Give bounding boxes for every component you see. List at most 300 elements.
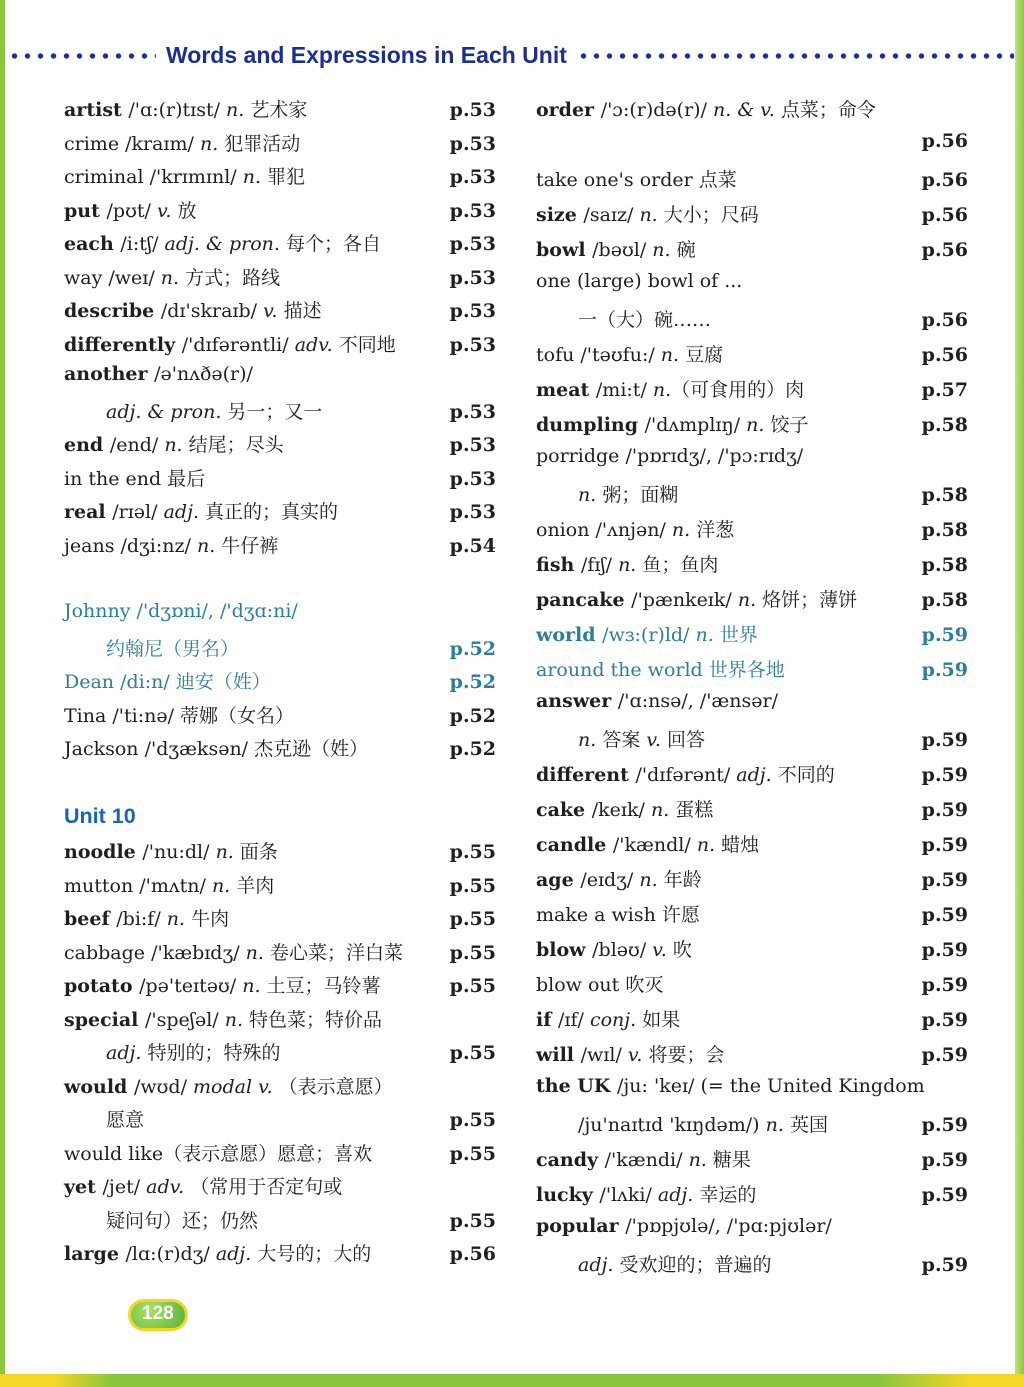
text-segment: fish bbox=[536, 554, 581, 576]
left-column bbox=[64, 95, 496, 1285]
text-segment: n. bbox=[224, 1008, 250, 1031]
text-segment: Johnny /'dʒɒni/, /'dʒɑ:ni/ bbox=[64, 600, 298, 622]
text-segment: /'lʌki/ bbox=[599, 1184, 658, 1206]
page-ref: p.54 bbox=[449, 534, 496, 557]
text-segment: 将要；会 bbox=[648, 1044, 725, 1066]
text-segment: 羊肉 bbox=[236, 874, 275, 897]
entry-row bbox=[64, 837, 496, 871]
entry-text bbox=[64, 1239, 442, 1266]
text-segment: /'dɪfərəntli/ bbox=[181, 333, 295, 356]
page-ref: p.56 bbox=[921, 309, 968, 331]
entry-text bbox=[536, 760, 914, 787]
text-segment: lucky bbox=[536, 1184, 600, 1206]
entry-text bbox=[64, 531, 442, 558]
text-segment: n. bbox=[639, 204, 664, 226]
text-segment: world bbox=[536, 624, 603, 646]
entry-row bbox=[536, 760, 968, 795]
text-segment: （表示意愿） bbox=[278, 1075, 393, 1098]
text-segment: way /weɪ/ bbox=[64, 266, 161, 289]
entry-text bbox=[536, 1215, 960, 1237]
entry-text bbox=[64, 1105, 442, 1132]
text-segment: n. bbox=[211, 874, 237, 897]
text-segment: put bbox=[64, 199, 107, 222]
text-segment: n. bbox=[160, 266, 186, 289]
entry-row bbox=[64, 1005, 496, 1039]
entry-row bbox=[64, 634, 496, 668]
text-segment: 牛肉 bbox=[191, 908, 230, 930]
text-segment: 大小；尺码 bbox=[663, 204, 759, 226]
text-segment: /i:tʃ/ bbox=[120, 233, 165, 255]
entry-text bbox=[64, 600, 488, 622]
entry-row bbox=[64, 667, 496, 701]
entry-text bbox=[536, 830, 914, 857]
text-segment: /bəʊl/ bbox=[592, 239, 653, 261]
page-ref: p.53 bbox=[449, 132, 496, 155]
text-segment: adj. bbox=[106, 1042, 148, 1064]
page-ref: p.58 bbox=[921, 414, 968, 436]
text-segment: porridge /'pɒrɪdʒ/, /'pɔ:rɪdʒ/ bbox=[536, 445, 804, 467]
text-segment: if bbox=[536, 1009, 559, 1031]
page-ref: p.55 bbox=[449, 941, 496, 964]
text-segment: /ə'nʌðə(r)/ bbox=[154, 363, 253, 385]
entry-text bbox=[64, 1038, 442, 1065]
entry-text bbox=[536, 410, 914, 437]
text-segment: 烙饼；薄饼 bbox=[762, 589, 858, 611]
page-edge-right bbox=[1015, 0, 1024, 1387]
entry-text bbox=[536, 1250, 914, 1277]
text-segment: 另一；又一 bbox=[227, 400, 323, 423]
text-segment: adj. bbox=[736, 764, 778, 786]
text-segment: each bbox=[64, 233, 121, 255]
word-list bbox=[0, 95, 1024, 1285]
text-segment: /rɪəl/ bbox=[112, 501, 164, 523]
text-segment: 描述 bbox=[283, 300, 322, 322]
text-segment: 牛仔裤 bbox=[221, 534, 279, 557]
entry-row bbox=[536, 1180, 968, 1215]
entry-row bbox=[64, 430, 496, 464]
entry-text bbox=[64, 634, 442, 661]
entry-row bbox=[64, 464, 496, 498]
text-segment: n. bbox=[650, 799, 676, 821]
page-ref: p.59 bbox=[921, 1149, 968, 1171]
page-ref: p.58 bbox=[921, 484, 968, 506]
text-segment: 不同地 bbox=[338, 333, 396, 356]
text-segment: n. bbox=[578, 484, 603, 506]
page-ref: p.56 bbox=[921, 239, 968, 261]
text-segment: cake bbox=[536, 799, 592, 821]
text-segment: /wɜ:(r)ld/ bbox=[602, 624, 696, 646]
page-ref: p.56 bbox=[921, 344, 968, 366]
unit-heading bbox=[64, 804, 496, 838]
entry-row bbox=[64, 162, 496, 196]
entry-row bbox=[536, 970, 968, 1005]
text-segment: /pʊt/ bbox=[106, 199, 157, 222]
page-ref: p.58 bbox=[921, 554, 968, 576]
page-ref: p.57 bbox=[921, 379, 968, 401]
header bbox=[0, 0, 1024, 69]
text-segment: adv. bbox=[146, 1176, 191, 1198]
entry-text bbox=[536, 375, 914, 402]
entry-row bbox=[536, 1005, 968, 1040]
entry-row bbox=[64, 330, 496, 364]
page-ref: p.59 bbox=[921, 1044, 968, 1066]
page-ref: p.59 bbox=[921, 764, 968, 786]
text-segment: one (large) bowl of ... bbox=[536, 270, 743, 292]
entry-row bbox=[536, 830, 968, 865]
entry-text bbox=[536, 585, 914, 612]
entry-row bbox=[536, 935, 968, 970]
text-segment: /'dɪfərənt/ bbox=[635, 764, 737, 786]
entry-row bbox=[536, 165, 968, 200]
text-segment: /ɪf/ bbox=[558, 1009, 590, 1031]
text-segment: 卷心菜；洋白菜 bbox=[269, 941, 403, 964]
text-segment: adj. & pron. bbox=[106, 400, 228, 423]
text-segment: 面条 bbox=[239, 841, 278, 863]
page-ref: p.53 bbox=[449, 233, 496, 255]
text-segment: 真正的；真实的 bbox=[205, 501, 339, 523]
page-ref: p.55 bbox=[449, 1209, 496, 1232]
text-segment: 不同的 bbox=[777, 764, 835, 786]
entry-row bbox=[536, 200, 968, 235]
text-segment: n. bbox=[164, 434, 189, 456]
text-segment: would bbox=[64, 1075, 134, 1098]
text-segment: /wɪl/ bbox=[580, 1044, 628, 1066]
page-edge-bottom bbox=[0, 1374, 1024, 1387]
text-segment: adj. bbox=[163, 501, 206, 523]
entry-row bbox=[536, 1145, 968, 1180]
text-segment: n. bbox=[242, 975, 267, 997]
entry-row bbox=[536, 725, 968, 760]
entry-text bbox=[64, 95, 442, 122]
page-ref: p.53 bbox=[449, 266, 496, 289]
text-segment: candle bbox=[536, 834, 613, 856]
page-ref: p.55 bbox=[449, 908, 496, 930]
text-segment: take one's order 点菜 bbox=[536, 169, 737, 191]
page-ref: p.59 bbox=[921, 869, 968, 891]
text-segment: pancake bbox=[536, 589, 632, 611]
text-segment: Tina /'ti:nə/ 蒂娜（女名） bbox=[64, 704, 295, 727]
text-segment: 特色菜；特价品 bbox=[249, 1008, 383, 1031]
text-segment: v. bbox=[646, 729, 667, 751]
text-segment: 如果 bbox=[642, 1009, 681, 1031]
text-segment: /'speʃəl/ bbox=[145, 1008, 225, 1031]
text-segment: modal v. bbox=[193, 1075, 279, 1098]
entry-text bbox=[64, 363, 488, 385]
entry-row bbox=[536, 340, 968, 375]
entry-row bbox=[64, 497, 496, 531]
text-segment: 糖果 bbox=[712, 1149, 751, 1171]
text-segment: 约翰尼（男名） bbox=[106, 637, 240, 660]
text-segment: n. bbox=[671, 519, 697, 541]
entry-text bbox=[64, 1005, 488, 1032]
text-segment: n. bbox=[578, 729, 603, 751]
entry-text bbox=[536, 1005, 914, 1032]
text-segment: potato bbox=[64, 975, 140, 997]
entry-text bbox=[536, 1180, 914, 1207]
text-segment: adj. bbox=[215, 1243, 258, 1265]
text-segment: /'kændl/ bbox=[612, 834, 697, 856]
text-segment: in the end 最后 bbox=[64, 467, 206, 490]
entry-text bbox=[536, 900, 914, 927]
entry-text bbox=[64, 871, 442, 898]
dotted-rule-left-icon bbox=[8, 50, 156, 62]
entry-row bbox=[536, 1250, 968, 1285]
text-segment: adj. bbox=[657, 1184, 700, 1206]
page-ref: p.53 bbox=[449, 99, 496, 121]
page-ref: p.59 bbox=[921, 1184, 968, 1206]
entry-row bbox=[64, 1206, 496, 1240]
text-segment: 罪犯 bbox=[267, 166, 306, 188]
text-segment: mutton /'mʌtn/ bbox=[64, 874, 212, 897]
text-segment: /wʊd/ bbox=[133, 1075, 194, 1098]
page-ref: p.59 bbox=[921, 1009, 968, 1031]
text-segment: blow out 吹灭 bbox=[536, 974, 664, 996]
entry-row bbox=[64, 701, 496, 735]
entry-text bbox=[64, 196, 442, 223]
text-segment: 愿意 bbox=[106, 1109, 145, 1131]
text-segment: /pə'teɪtəʊ/ bbox=[139, 975, 243, 997]
entry-text bbox=[64, 938, 442, 965]
entry-row bbox=[536, 550, 968, 585]
page-ref: p.55 bbox=[449, 1142, 496, 1165]
text-segment: describe bbox=[64, 300, 161, 322]
page-ref: p.59 bbox=[921, 939, 968, 961]
entry-text bbox=[64, 229, 442, 256]
page-ref: p.59 bbox=[921, 1254, 968, 1276]
page-ref: p.55 bbox=[449, 874, 496, 897]
page-ref: p.59 bbox=[921, 1114, 968, 1136]
entry-text bbox=[64, 397, 442, 424]
text-segment: make a wish 许愿 bbox=[536, 904, 700, 926]
entry-row bbox=[64, 1105, 496, 1139]
text-segment: Jackson /'dʒæksən/ 杰克逊（姓） bbox=[64, 738, 369, 760]
text-segment: cabbage /'kæbɪdʒ/ bbox=[64, 941, 246, 964]
text-segment: 豆腐 bbox=[685, 344, 724, 366]
text-segment: meat bbox=[536, 379, 596, 401]
entry-row bbox=[64, 1038, 496, 1072]
entry-text bbox=[536, 445, 960, 467]
text-segment: 放 bbox=[177, 199, 197, 222]
text-segment: adj. & pron. bbox=[164, 233, 286, 255]
entry-text bbox=[536, 1110, 914, 1137]
text-segment: /dɪ'skraɪb/ bbox=[160, 300, 264, 322]
text-segment: n. bbox=[618, 554, 643, 576]
entry-row bbox=[64, 196, 496, 230]
entry-row bbox=[64, 1172, 496, 1206]
entry-row bbox=[536, 270, 968, 305]
text-segment: answer bbox=[536, 690, 618, 712]
text-segment: end bbox=[64, 434, 110, 456]
entry-row bbox=[536, 585, 968, 620]
page-ref: p.53 bbox=[449, 467, 496, 490]
entry-row bbox=[536, 480, 968, 515]
entry-row bbox=[64, 1139, 496, 1173]
text-segment: （常用于否定句或 bbox=[190, 1176, 343, 1198]
text-segment: /bi:f/ bbox=[116, 908, 167, 930]
entry-row bbox=[536, 410, 968, 445]
text-segment: n. bbox=[199, 132, 225, 155]
text-segment: yet bbox=[64, 1176, 103, 1198]
entry-row bbox=[536, 1040, 968, 1075]
text-segment: another bbox=[64, 363, 155, 385]
text-segment: n. bbox=[245, 941, 270, 964]
text-segment: /'nu:dl/ bbox=[142, 841, 216, 863]
page-ref: p.53 bbox=[449, 199, 496, 222]
entry-row bbox=[64, 938, 496, 972]
entry-text bbox=[536, 200, 914, 227]
text-segment: popular bbox=[536, 1215, 626, 1237]
entry-row bbox=[536, 620, 968, 655]
text-segment: 答案 bbox=[602, 729, 647, 751]
entry-text bbox=[536, 865, 914, 892]
text-segment: 幸运的 bbox=[699, 1184, 757, 1206]
entry-text bbox=[64, 430, 442, 457]
entry-text bbox=[536, 480, 914, 507]
entry-text bbox=[64, 1072, 488, 1099]
text-segment: artist bbox=[64, 99, 129, 121]
entry-row bbox=[64, 531, 496, 565]
page-ref: p.56 bbox=[921, 169, 968, 191]
text-segment: 饺子 bbox=[770, 414, 809, 436]
text-segment: 碗 bbox=[676, 239, 696, 261]
entry-text bbox=[64, 497, 442, 524]
entry-text bbox=[536, 970, 914, 997]
entry-row bbox=[64, 229, 496, 263]
page-number-badge: 128 bbox=[128, 1299, 188, 1331]
entry-row bbox=[64, 600, 496, 634]
page-ref: p.52 bbox=[449, 637, 496, 660]
entry-text bbox=[64, 464, 442, 491]
text-segment: 年龄 bbox=[663, 869, 702, 891]
text-segment: n. bbox=[226, 99, 251, 121]
entry-row bbox=[536, 655, 968, 690]
text-segment: Dean /di:n/ 迪安（姓） bbox=[64, 671, 271, 693]
text-segment: n. bbox=[737, 589, 763, 611]
text-segment: n. bbox=[688, 1149, 713, 1171]
entry-row bbox=[536, 445, 968, 480]
page-ref: p.52 bbox=[449, 671, 496, 693]
text-segment: 每个；各自 bbox=[285, 233, 381, 255]
text-segment: n. bbox=[765, 1114, 790, 1136]
entry-text bbox=[64, 296, 442, 323]
text-segment: large bbox=[64, 1243, 126, 1265]
page-ref: p.55 bbox=[449, 1109, 496, 1131]
text-segment: 艺术家 bbox=[250, 99, 308, 121]
page-ref: p.56 bbox=[921, 130, 968, 152]
text-segment: n. bbox=[746, 414, 771, 436]
right-column bbox=[536, 95, 968, 1285]
text-segment: /'dʌmplɪŋ/ bbox=[644, 414, 747, 436]
entry-text bbox=[64, 1139, 442, 1166]
entry-text bbox=[64, 129, 442, 156]
entry-text bbox=[536, 305, 914, 332]
entry-text bbox=[64, 904, 442, 931]
entry-row bbox=[536, 375, 968, 410]
entry-text bbox=[536, 550, 914, 577]
entry-text bbox=[536, 690, 960, 712]
entry-row bbox=[64, 129, 496, 163]
page-ref: p.56 bbox=[921, 204, 968, 226]
text-segment: different bbox=[536, 764, 636, 786]
text-segment: /ju'naɪtɪd 'kɪŋdəm/) bbox=[578, 1114, 766, 1136]
text-segment: 鱼；鱼肉 bbox=[642, 554, 719, 576]
page-title: Words and Expressions in Each Unit bbox=[166, 42, 567, 68]
text-segment: 吹 bbox=[672, 939, 692, 961]
entry-row bbox=[536, 95, 968, 130]
text-segment: 洋葱 bbox=[696, 519, 735, 541]
entry-text bbox=[536, 95, 960, 122]
page-ref: p.53 bbox=[449, 434, 496, 456]
page-ref: p.59 bbox=[921, 659, 968, 681]
text-segment: 世界 bbox=[719, 624, 758, 646]
text-segment: adj. bbox=[578, 1254, 620, 1276]
text-segment: 特别的；特殊的 bbox=[147, 1042, 281, 1064]
entry-text bbox=[64, 734, 442, 761]
text-segment: 一（大）碗…… bbox=[578, 309, 712, 331]
page-ref: p.59 bbox=[921, 974, 968, 996]
text-segment: would like（表示意愿）愿意；喜欢 bbox=[64, 1142, 373, 1165]
entry-text bbox=[64, 837, 442, 864]
text-segment: tofu /'təʊfu:/ bbox=[536, 344, 661, 366]
entry-row bbox=[64, 296, 496, 330]
text-segment: beef bbox=[64, 908, 117, 930]
entry-text bbox=[536, 270, 960, 292]
page-ref: p.58 bbox=[921, 519, 968, 541]
entry-text bbox=[536, 165, 914, 192]
text-segment: v. bbox=[627, 1044, 649, 1066]
text-segment: order bbox=[536, 99, 601, 121]
text-segment: v. bbox=[263, 300, 284, 322]
text-segment: will bbox=[536, 1044, 581, 1066]
text-segment: n. bbox=[166, 908, 192, 930]
text-segment: dumpling bbox=[536, 414, 645, 436]
page-ref: p.59 bbox=[921, 904, 968, 926]
entry-text bbox=[536, 340, 914, 367]
text-segment: n. bbox=[215, 841, 240, 863]
text-segment: adv. bbox=[294, 333, 339, 356]
text-segment: /fɪʃ/ bbox=[580, 554, 619, 576]
entry-text bbox=[64, 804, 488, 829]
text-segment: n. bbox=[196, 534, 222, 557]
text-segment: n. bbox=[242, 166, 268, 188]
text-segment: /end/ bbox=[109, 434, 165, 456]
entry-text bbox=[536, 1145, 914, 1172]
entry-text bbox=[536, 935, 914, 962]
entry-row bbox=[64, 397, 496, 431]
page-ref: p.53 bbox=[449, 166, 496, 188]
text-segment: /mi:t/ bbox=[595, 379, 653, 401]
text-segment: real bbox=[64, 501, 113, 523]
entry-row bbox=[536, 1215, 968, 1250]
page-ref: p.59 bbox=[921, 799, 968, 821]
text-segment: /'kændi/ bbox=[604, 1149, 689, 1171]
entry-row bbox=[64, 95, 496, 129]
text-segment: age bbox=[536, 869, 581, 891]
text-segment: noodle bbox=[64, 841, 143, 863]
page-ref: p.52 bbox=[449, 738, 496, 760]
page-ref: p.55 bbox=[449, 841, 496, 863]
entry-text bbox=[536, 795, 914, 822]
text-segment: conj. bbox=[589, 1009, 643, 1031]
text-segment: /'ɑ:nsə/, /'ænsər/ bbox=[617, 690, 779, 712]
entry-row bbox=[64, 971, 496, 1005]
text-segment: the UK bbox=[536, 1075, 617, 1097]
text-segment: /lɑ:(r)dʒ/ bbox=[125, 1243, 216, 1265]
text-segment: around the world 世界各地 bbox=[536, 659, 785, 681]
text-segment: 大号的；大的 bbox=[257, 1243, 372, 1265]
text-segment: 点菜；命令 bbox=[780, 99, 876, 121]
entry-text bbox=[64, 330, 442, 357]
